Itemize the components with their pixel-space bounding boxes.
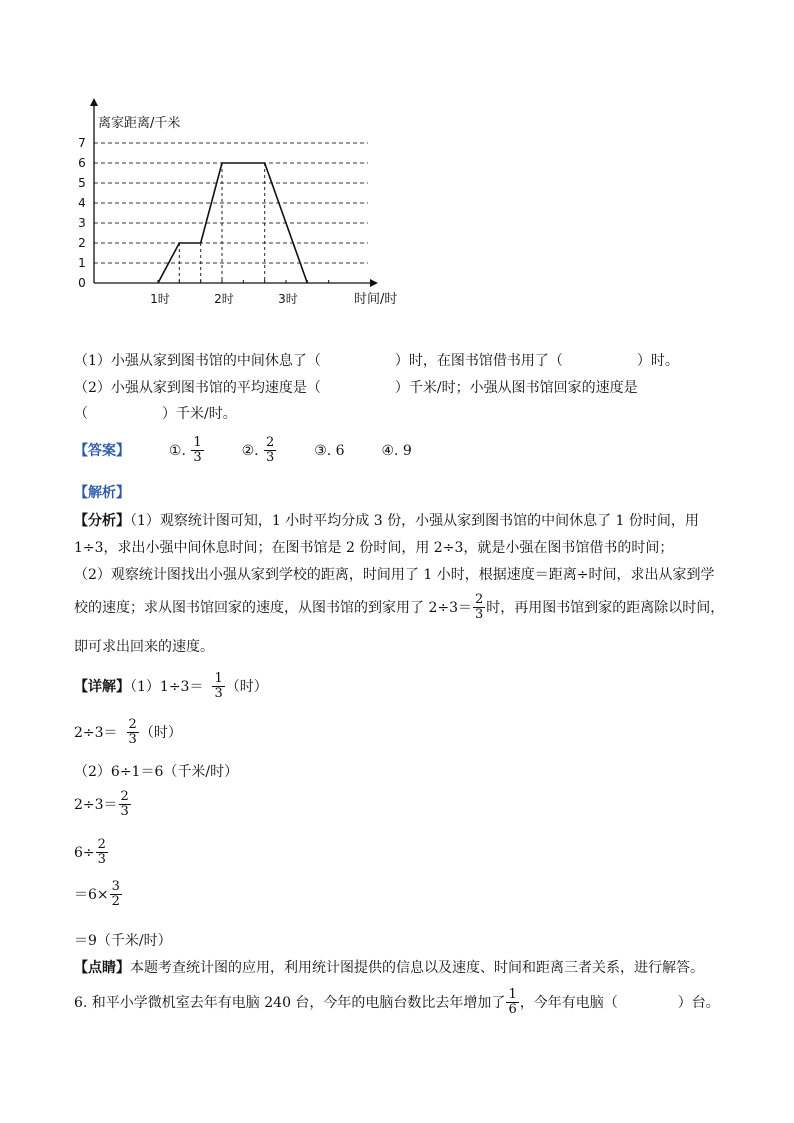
detail-d4-fraction: $\frac{2}{3}$	[120, 789, 129, 820]
analysis-p1-line1	[74, 510, 699, 530]
analysis-heading: 【解析】	[74, 485, 130, 501]
q2-text-a: （2）小强从家到图书馆的平均速度是（	[74, 380, 321, 396]
q1-text-a: （1）小强从家到图书馆的中间休息了（	[74, 353, 321, 369]
analysis-p2-l2b: 时，再用图书馆到家的距离除以时间，	[486, 599, 725, 616]
detail-line7: ＝9（千米/时）	[74, 933, 172, 949]
detail-d1a: （1）1÷3＝	[130, 678, 204, 695]
q2-text-b: ）千米/时；小强从图书馆回家的速度是	[394, 380, 638, 396]
answer-3: ③. 6	[314, 442, 345, 459]
chart-grid	[94, 143, 368, 263]
q2-text-d: ）千米/时。	[162, 406, 237, 422]
q6-text-c: ）台。	[677, 994, 720, 1011]
chart-x-axis-label: 时间/时	[354, 292, 398, 307]
detail-line6	[74, 880, 123, 910]
detail-d4a: 2÷3＝	[74, 796, 118, 813]
y-tick-label: 4	[78, 196, 86, 210]
y-tick-label: 3	[78, 216, 86, 230]
detail-label: 【详解】	[74, 678, 130, 695]
analysis-p1-line2: 1÷3，求出小强中间休息时间；在图书馆是 2 份时间，用 2÷3，就是小强在图书馆借书的时间；	[74, 540, 674, 556]
x-tick-label: 2时	[214, 292, 234, 306]
analysis-label: 【分析】	[74, 513, 130, 529]
analysis-p1-l1-text: （1）观察统计图可知，1 小时平均分成 3 份，小强从家到图书馆的中间休息了 1 份时间，用	[130, 513, 699, 529]
x-tick-label: 1时	[150, 292, 170, 306]
detail-d2-fraction: $\frac{2}{3}$	[128, 717, 137, 748]
answer-1-mark: ①.	[168, 442, 186, 459]
comment-label: 【点睛】	[74, 960, 130, 976]
detail-line4	[74, 790, 132, 820]
detail-d2b: （时）	[139, 724, 182, 741]
q6-text-a: 6. 和平小学微机室去年有电脑 240 台，今年的电脑台数比去年增加了	[74, 994, 506, 1011]
distance-time-chart	[70, 95, 410, 315]
question-2-cont	[74, 403, 237, 423]
comment-text: 本题考查统计图的应用，利用统计图提供的信息以及速度、时间和距离三者关系，进行解答。	[130, 960, 704, 976]
detail-d6-fraction: $\frac{3}{2}$	[111, 879, 120, 910]
analysis-p2-line2	[74, 593, 724, 623]
q1-text-c: ）时。	[636, 353, 679, 369]
question-1	[74, 350, 679, 370]
detail-line5	[74, 838, 109, 868]
comment-line	[74, 957, 704, 977]
detail-d2a: 2÷3＝	[74, 724, 118, 741]
answer-4: ④. 9	[381, 442, 412, 459]
analysis-p2-line1: （2）观察统计图找出小强从家到学校的距离，时间用了 1 小时，根据速度＝距离÷时间，求出从家到学	[74, 567, 715, 583]
detail-line2	[74, 718, 182, 748]
y-tick-label: 2	[78, 236, 86, 250]
answer-label: 【答案】	[74, 442, 130, 459]
y-axis-arrow	[90, 98, 98, 106]
question-2	[74, 377, 638, 397]
y-tick-label: 5	[78, 176, 86, 190]
detail-d6a: ＝6×	[74, 886, 109, 903]
answer-2-fraction: $\frac{2}{3}$	[266, 435, 275, 466]
detail-line3: （2）6÷1＝6（千米/时）	[74, 764, 239, 780]
answer-2-mark: ②.	[241, 442, 259, 459]
detail-d1-fraction: $\frac{1}{3}$	[214, 671, 223, 702]
question-6	[74, 988, 720, 1018]
x-tick-label: 3时	[278, 292, 298, 306]
analysis-p2-line3: 即可求出回来的速度。	[74, 639, 214, 655]
chart-y-axis-label: 离家距离/千米	[98, 116, 181, 131]
detail-d1b: （时）	[225, 678, 268, 695]
answer-row	[74, 436, 412, 466]
y-tick-label: 0	[78, 276, 86, 290]
analysis-p2-l2a: 校的速度；求从图书馆回家的速度，从图书馆的到家用了 2÷3＝	[74, 599, 472, 616]
x-axis-arrow	[370, 279, 378, 287]
y-tick-label: 1	[78, 256, 86, 270]
analysis-fraction: $\frac{2}{3}$	[475, 592, 484, 623]
detail-line1	[74, 672, 268, 702]
detail-d5a: 6÷	[74, 844, 95, 861]
q6-text-b: ，今年有电脑（	[519, 994, 618, 1011]
q1-text-b: ）时，在图书馆借书用了（	[394, 353, 563, 369]
detail-d5-fraction: $\frac{2}{3}$	[97, 837, 106, 868]
y-tick-label: 6	[78, 156, 86, 170]
y-tick-label: 7	[78, 136, 86, 150]
q2-text-c: （	[74, 406, 88, 422]
answer-1-fraction: $\frac{1}{3}$	[193, 435, 202, 466]
q6-fraction: $\frac{1}{6}$	[508, 987, 517, 1018]
chart-ticks	[78, 136, 328, 306]
